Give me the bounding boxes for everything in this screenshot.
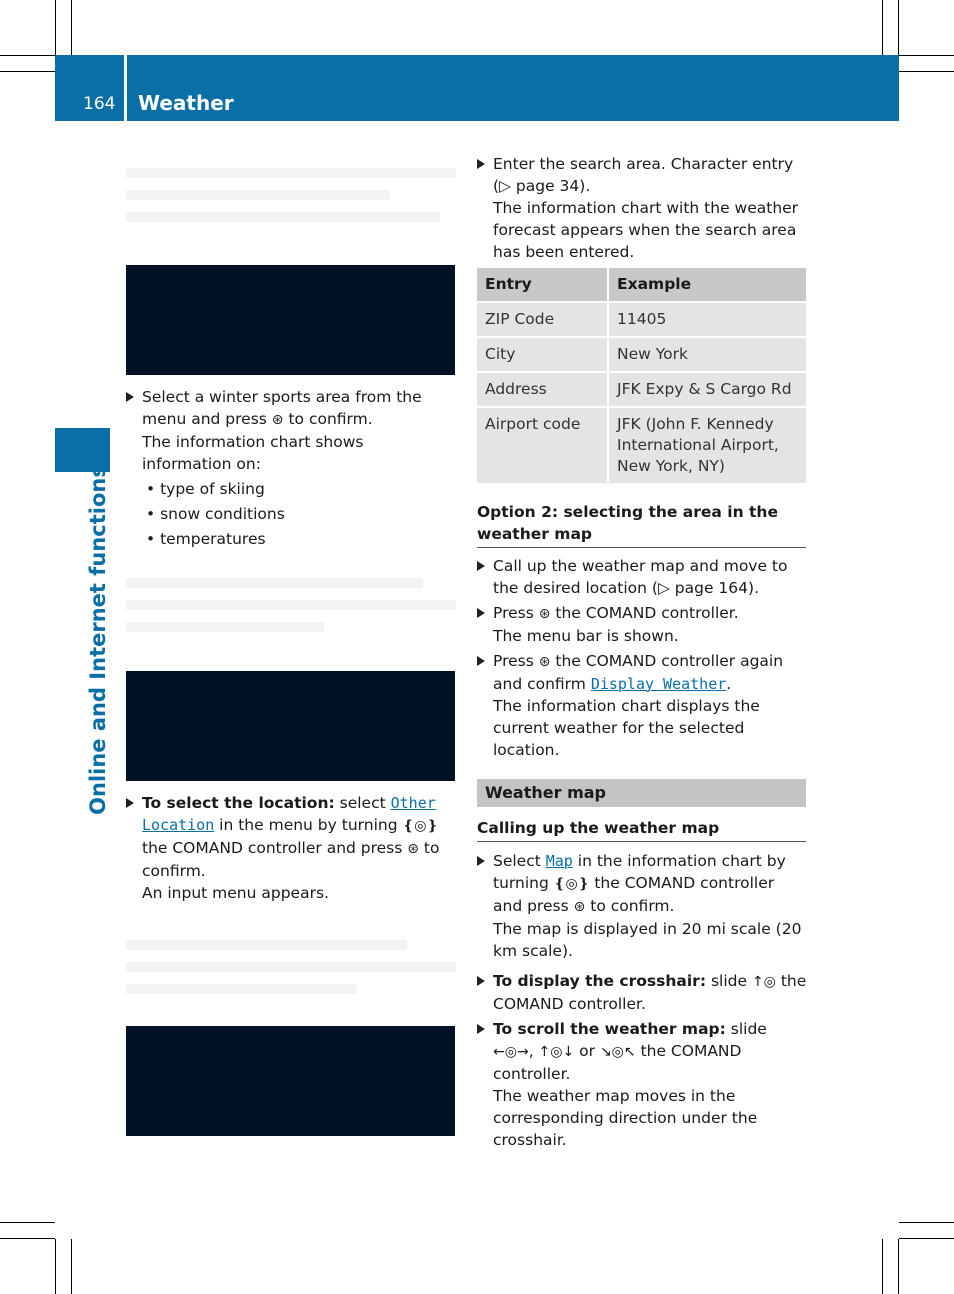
crop-mark — [0, 1222, 55, 1223]
left-step-1: Select a winter sports area from the menu and press ⊛ to confirm. The information chart shows information on: • type of skiing • snow conditions • temperatures — [126, 386, 456, 553]
option-2-steps: Call up the weather map and move to the desired location (▷ page 164). Press ⊛ the COMAND controller. The menu bar is shown. Press ⊛ the COMAND controller again and confirm Display Weather. The information chart displays the current weather for the selected location. — [477, 555, 807, 761]
crop-mark — [55, 1239, 56, 1294]
page-header — [55, 55, 899, 121]
crop-mark — [898, 1239, 899, 1294]
section-title: Weather — [138, 91, 234, 115]
step-arrow-icon — [477, 856, 485, 866]
table-cell: New York — [608, 337, 806, 372]
info-list — [146, 478, 456, 550]
table-header-row — [477, 268, 806, 302]
slide-left-right-icon: ←◎→ — [493, 1044, 529, 1060]
step-arrow-icon — [477, 608, 485, 618]
list-item: • snow conditions — [146, 505, 285, 523]
faint-print-artifact — [126, 578, 456, 644]
result-text: The menu bar is shown. — [493, 627, 679, 645]
turn-controller-icon: ❴◎❵ — [553, 876, 590, 892]
table-row — [477, 302, 806, 337]
faint-print-artifact — [126, 940, 456, 1006]
crop-mark — [0, 55, 55, 56]
slide-diagonal-icon: ↘◎↖ — [599, 1044, 636, 1060]
weather-map-steps: Select Map in the information chart by turning ❴◎❵ the COMAND controller and press ⊛ to confirm. The map is displayed in 20 mi scale (20 km scale). To display the crosshair: slide ↑◎ the COMAND controller. To scroll the weather map: slide ←◎→, ↑◎↓ or ↘◎↖ the COMAND controller. The weather map moves in the corresponding direction under the crosshair. — [477, 850, 807, 1151]
left-step-2: To select the location: select Other Location in the menu by turning ❴◎❵ the COMAND controller and press ⊛ to confirm. An input menu appears. — [126, 792, 456, 904]
crop-mark — [55, 0, 56, 55]
weather-map-section-bar: Weather map — [477, 779, 806, 807]
press-controller-icon: ⊛ — [271, 412, 284, 428]
press-controller-icon: ⊛ — [538, 606, 551, 622]
result-text: The map is displayed in 20 mi scale (20 km scale). — [493, 920, 802, 960]
list-item: • temperatures — [146, 530, 266, 548]
page-reference: ▷ page 164 — [657, 579, 749, 597]
table-cell: Address — [477, 372, 608, 407]
table-row — [477, 407, 806, 484]
table-cell: City — [477, 337, 608, 372]
result-text: An input menu appears. — [142, 884, 329, 902]
table-cell: ZIP Code — [477, 302, 608, 337]
step-arrow-icon — [477, 159, 485, 169]
calling-up-heading: Calling up the weather map — [477, 817, 806, 842]
step-arrow-icon — [126, 392, 134, 402]
menu-option-map: Map — [545, 852, 573, 870]
page-number: 164 — [83, 94, 116, 114]
slide-up-down-icon: ↑◎↓ — [538, 1044, 575, 1060]
step-arrow-icon — [477, 976, 485, 986]
crop-mark — [0, 1238, 55, 1239]
step-arrow-icon — [126, 798, 134, 808]
crop-mark — [0, 71, 55, 72]
table-row — [477, 337, 806, 372]
display-screenshot — [126, 265, 455, 375]
menu-option-other-location: Other Location — [142, 794, 436, 834]
crop-mark — [898, 0, 899, 55]
press-controller-icon: ⊛ — [538, 654, 551, 670]
table-row — [477, 372, 806, 407]
crop-mark — [899, 71, 954, 72]
press-controller-icon: ⊛ — [573, 899, 586, 915]
search-entry-table — [477, 268, 806, 485]
slide-up-icon: ↑◎ — [751, 974, 776, 990]
faint-print-artifact — [126, 168, 456, 234]
table-cell: Airport code — [477, 407, 608, 484]
display-screenshot — [126, 1026, 455, 1136]
menu-option-display-weather: Display Weather — [590, 675, 727, 693]
right-step-1: Enter the search area. Character entry (▷ page 34). The information chart with the weather forecast appears when the search area has been entered. — [477, 153, 807, 263]
crop-mark — [899, 55, 954, 56]
step-arrow-icon — [477, 1024, 485, 1034]
list-item: • type of skiing — [146, 480, 265, 498]
header-divider — [124, 55, 127, 121]
result-text: The weather map moves in the corresponding direction under the crosshair. — [493, 1087, 758, 1149]
table-cell: JFK (John F. Kennedy International Airport, New York, NY) — [608, 407, 806, 484]
page-reference: ▷ page 34 — [499, 177, 580, 195]
column-header: Entry — [477, 268, 608, 302]
display-screenshot — [126, 671, 455, 781]
crop-mark — [882, 0, 883, 55]
result-text: The information chart with the weather forecast appears when the search area has been entered. — [493, 199, 799, 261]
step-arrow-icon — [477, 561, 485, 571]
option-2-heading: Option 2: selecting the area in the weather map — [477, 501, 806, 548]
table-cell: JFK Expy & S Cargo Rd — [608, 372, 806, 407]
step-arrow-icon — [477, 656, 485, 666]
result-text: The information chart displays the current weather for the selected location. — [493, 697, 760, 759]
table-cell: 11405 — [608, 302, 806, 337]
crop-mark — [899, 1222, 954, 1223]
column-header: Example — [608, 268, 806, 302]
crop-mark — [882, 1239, 883, 1294]
press-controller-icon: ⊛ — [407, 841, 419, 857]
turn-controller-icon: ❴◎❵ — [402, 818, 439, 834]
crop-mark — [899, 1238, 954, 1239]
result-text: The information chart shows information on: — [142, 433, 364, 473]
crop-mark — [71, 1239, 72, 1294]
crop-mark — [71, 0, 72, 55]
